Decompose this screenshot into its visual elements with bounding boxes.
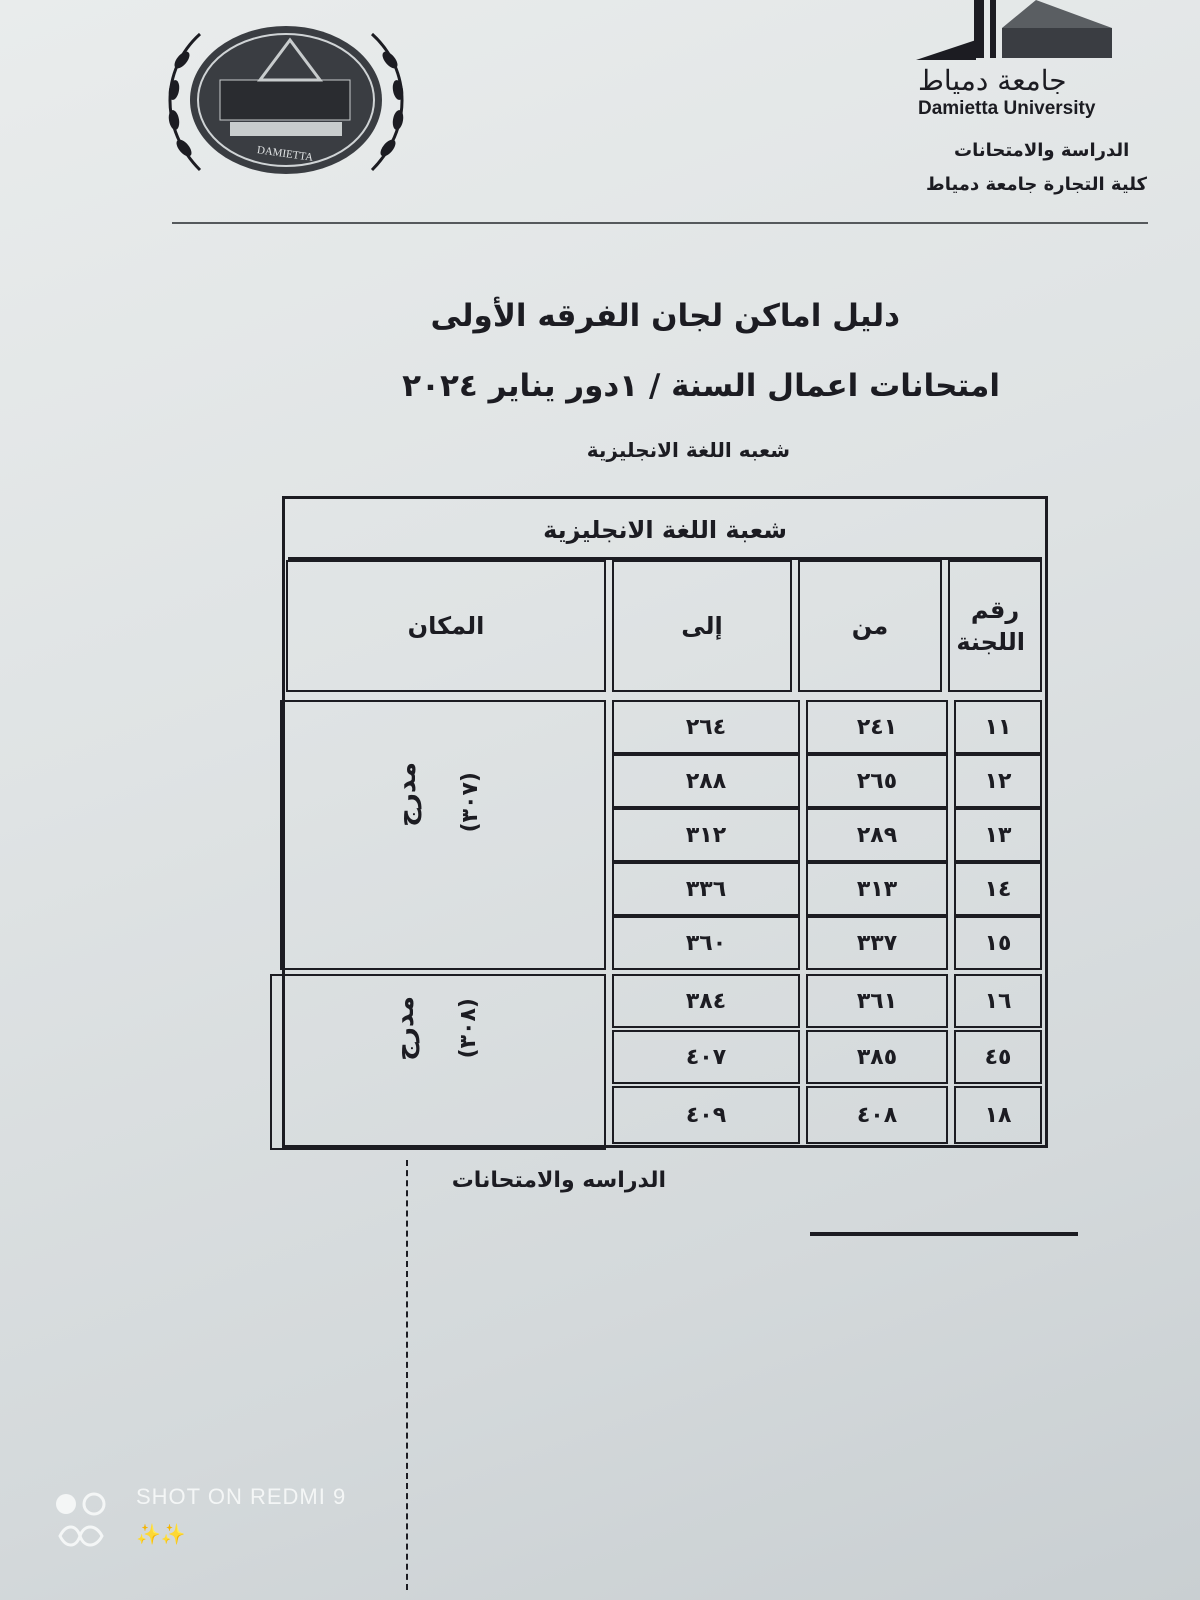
university-name-ar: جامعة دمياط <box>918 64 1067 97</box>
exam-session-title: امتحانات اعمال السنة / ١دور يناير ٢٠٢٤ <box>402 368 1000 404</box>
table-cell-to: ٤٠٩ <box>612 1086 800 1144</box>
division-title: شعبه اللغة الانجليزية <box>586 438 790 462</box>
table-cell-committee: ١٦ <box>954 974 1042 1028</box>
table-cell-committee: ١١ <box>954 700 1042 754</box>
department-name: الدراسة والامتحانات <box>954 140 1130 161</box>
table-cell-committee: ١٨ <box>954 1086 1042 1144</box>
table-cell-from: ٢٨٩ <box>806 808 948 862</box>
table-cell-committee: ١٤ <box>954 862 1042 916</box>
document-title: دليل اماكن لجان الفرقه الأولى <box>430 298 900 334</box>
faculty-name: كلية التجارة جامعة دمياط <box>926 174 1148 195</box>
table-cell-from: ٢٤١ <box>806 700 948 754</box>
university-logo-icon <box>916 0 1126 66</box>
table-caption: شعبة اللغة الانجليزية <box>288 502 1042 560</box>
table-cell-to: ٣٣٦ <box>612 862 800 916</box>
header-divider <box>172 222 1148 224</box>
table-cell-to: ٢٦٤ <box>612 700 800 754</box>
sparkle-icon: ✨✨ <box>136 1522 186 1546</box>
signature-line <box>810 1232 1078 1236</box>
place-code-2: (٣٠٨) <box>456 998 481 1059</box>
place-cell-2 <box>270 974 606 1150</box>
table-cell-to: ٣٦٠ <box>612 916 800 970</box>
table-cell-committee: ١٣ <box>954 808 1042 862</box>
place-cell-1 <box>280 700 606 970</box>
table-cell-from: ٣٦١ <box>806 974 948 1028</box>
camera-watermark: SHOT ON REDMI 9 <box>136 1484 347 1509</box>
table-cell-to: ٣١٢ <box>612 808 800 862</box>
table-cell-to: ٢٨٨ <box>612 754 800 808</box>
table-cell-committee: ٤٥ <box>954 1030 1042 1084</box>
faculty-seal-logo <box>160 20 412 190</box>
fold-mark <box>406 1160 408 1590</box>
camera-logo-icon <box>52 1490 112 1550</box>
col-header-committee <box>948 560 1042 692</box>
table-cell-from: ٢٦٥ <box>806 754 948 808</box>
col-header-place: المكان <box>286 560 606 692</box>
place-name-1: مدرج <box>392 762 422 827</box>
table-cell-from: ٣٨٥ <box>806 1030 948 1084</box>
table-cell-committee: ١٢ <box>954 754 1042 808</box>
signature-label: الدراسه والامتحانات <box>451 1168 666 1193</box>
table-cell-to: ٣٨٤ <box>612 974 800 1028</box>
table-cell-from: ٣١٣ <box>806 862 948 916</box>
place-name-2: مدرج <box>390 996 420 1061</box>
col-header-from: من <box>798 560 942 692</box>
table-cell-from: ٤٠٨ <box>806 1086 948 1144</box>
table-cell-from: ٣٣٧ <box>806 916 948 970</box>
seal-caption: DAMIETTA <box>256 144 314 164</box>
place-code-1: (٣٠٧) <box>458 772 483 833</box>
col-header-committee-label: رقم اللجنة <box>956 595 1025 656</box>
table-cell-committee: ١٥ <box>954 916 1042 970</box>
university-name-en: Damietta University <box>918 98 1096 119</box>
col-header-to: إلى <box>612 560 792 692</box>
table-cell-to: ٤٠٧ <box>612 1030 800 1084</box>
